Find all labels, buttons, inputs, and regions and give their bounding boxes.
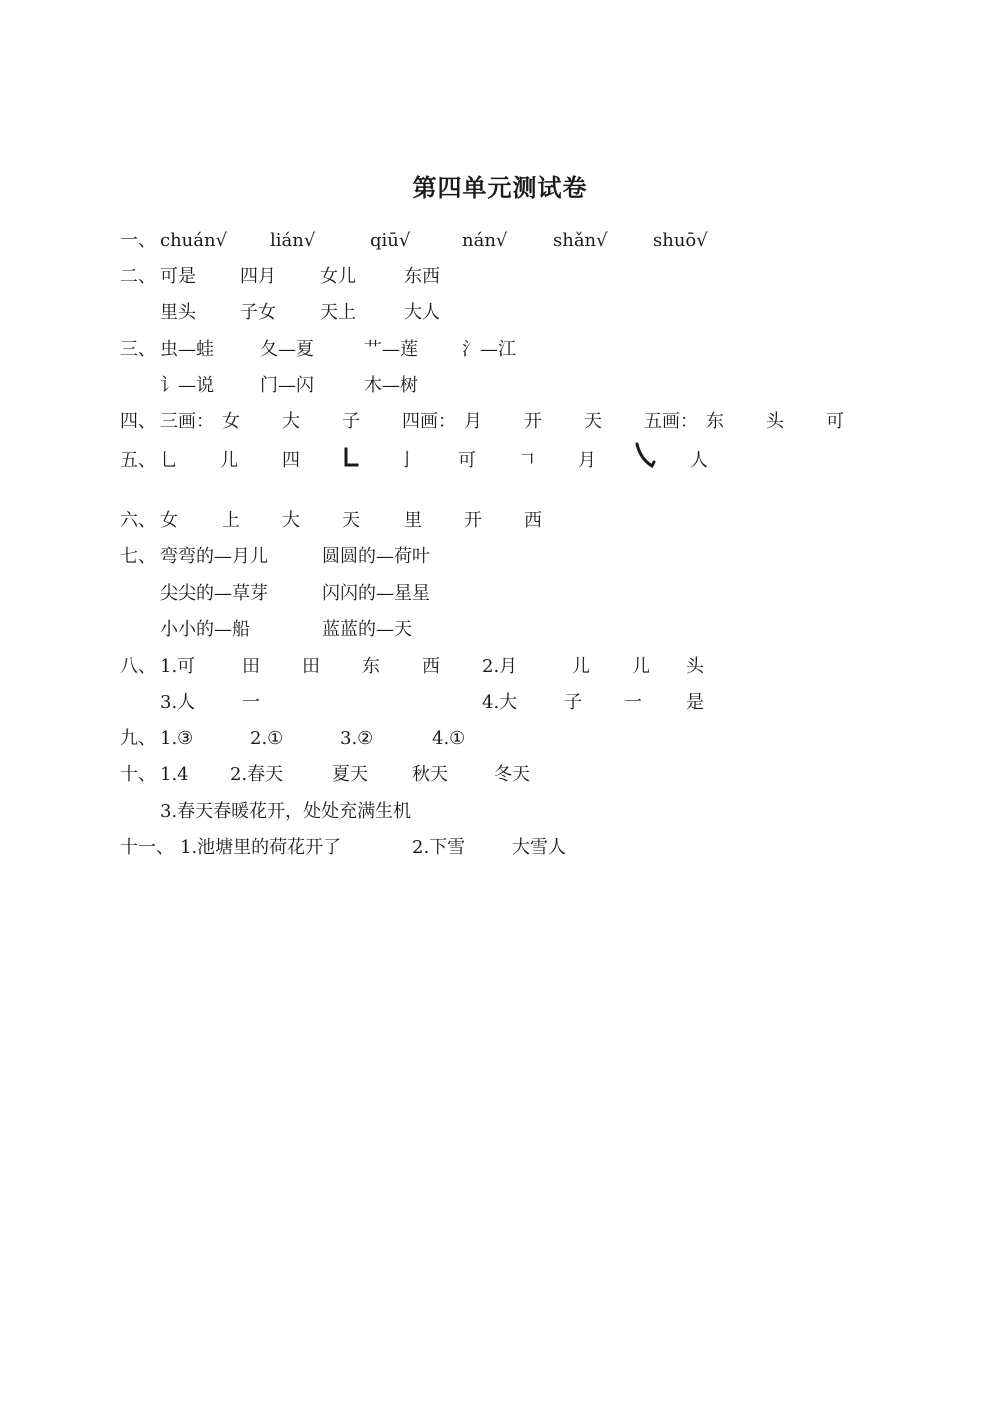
word-answer: 四月 [240, 266, 276, 287]
phrase-answer: 尖尖的—草芽 [160, 583, 268, 604]
stroke-glyph: 𠃍 [518, 450, 536, 471]
char-answer: 开 [524, 411, 542, 432]
word-answer: 天上 [320, 302, 356, 323]
char-answer: 4.大 [482, 692, 518, 713]
radical-answer: 门—闪 [260, 375, 314, 396]
answer-text: 秋天 [412, 764, 448, 785]
slant-hook-stroke-icon [634, 441, 656, 471]
char-answer: 大 [282, 411, 300, 432]
char-answer: 可 [826, 411, 844, 432]
radical-answer: 艹—莲 [364, 339, 418, 360]
page-title: 第四单元测试卷 [412, 174, 588, 202]
char-answer: 田 [242, 656, 260, 677]
answer-text: 2.下雪 [412, 837, 466, 858]
answer-text: 夏天 [332, 764, 368, 785]
char-answer: 3.人 [160, 692, 196, 713]
word-answer: 里头 [160, 302, 196, 323]
answer-text: 冬天 [494, 764, 530, 785]
char-answer: 天 [584, 411, 602, 432]
word-answer: 子女 [240, 302, 276, 323]
section-10-label: 十、 [120, 764, 156, 785]
word-answer: 东西 [404, 266, 440, 287]
char-answer: 大 [282, 510, 300, 531]
word-answer: 女儿 [320, 266, 356, 287]
word-answer: 大人 [404, 302, 440, 323]
answer-text: 2.春天 [230, 764, 284, 785]
section-9-label: 九、 [120, 728, 156, 749]
char-answer: 里 [404, 510, 422, 531]
pinyin-answer: chuán√ [160, 230, 228, 251]
pinyin-answer: nán√ [462, 230, 508, 251]
char-answer: 四 [282, 450, 300, 471]
phrase-answer: 圆圆的—荷叶 [322, 546, 430, 567]
char-answer: 西 [524, 510, 542, 531]
phrase-answer: 小小的—船 [160, 619, 250, 640]
char-answer: 田 [302, 656, 320, 677]
pinyin-answer: shuō√ [653, 230, 708, 251]
phrase-answer: 闪闪的—星星 [322, 583, 430, 604]
section-7-label: 七、 [120, 546, 156, 567]
vertical-hook-stroke-icon [342, 446, 360, 470]
char-answer: 2.月 [482, 656, 518, 677]
answer-text: 3.春天春暖花开，处处充满生机 [160, 801, 412, 822]
char-answer: 儿 [220, 450, 238, 471]
char-answer: 是 [686, 692, 704, 713]
radical-answer: 虫—蛙 [160, 339, 214, 360]
section-4-label: 四、 [120, 411, 156, 432]
char-answer: 东 [362, 656, 380, 677]
answer-text: 1.4 [160, 764, 189, 785]
answer-text: 大雪人 [512, 837, 566, 858]
char-answer: 儿 [632, 656, 650, 677]
section-11-label: 十一、 [120, 837, 174, 858]
pinyin-answer: qiū√ [370, 230, 411, 251]
char-answer: 可 [458, 450, 476, 471]
choice-answer: 3.② [340, 728, 374, 749]
char-answer: 上 [222, 510, 240, 531]
word-answer: 可是 [160, 266, 196, 287]
char-answer: 女 [160, 510, 178, 531]
choice-answer: 4.① [432, 728, 466, 749]
char-answer: 1.可 [160, 656, 196, 677]
section-5-label: 五、 [120, 450, 156, 471]
pinyin-answer: lián√ [270, 230, 316, 251]
char-answer: 人 [690, 450, 708, 471]
radical-answer: 讠—说 [160, 375, 214, 396]
radical-answer: 木—树 [364, 375, 418, 396]
stroke-glyph: 亅 [398, 450, 416, 471]
char-answer: 一 [624, 692, 642, 713]
choice-answer: 1.③ [160, 728, 194, 749]
answer-text: 1.池塘里的荷花开了 [180, 837, 342, 858]
char-answer: 头 [766, 411, 784, 432]
pinyin-answer: shǎn√ [553, 230, 608, 251]
section-1-label: 一、 [120, 230, 156, 251]
char-answer: 开 [464, 510, 482, 531]
char-answer: 子 [564, 692, 582, 713]
char-answer: 一 [242, 692, 260, 713]
char-answer: 东 [706, 411, 724, 432]
char-answer: 儿 [572, 656, 590, 677]
stroke-count-label: 五画： [644, 411, 698, 432]
phrase-answer: 弯弯的—月儿 [160, 546, 268, 567]
char-answer: 西 [422, 656, 440, 677]
char-answer: 子 [342, 411, 360, 432]
choice-answer: 2.① [250, 728, 284, 749]
stroke-count-label: 三画： [160, 411, 214, 432]
char-answer: 月 [578, 450, 596, 471]
stroke-glyph: ⺃ [160, 450, 178, 471]
section-8-label: 八、 [120, 656, 156, 677]
char-answer: 头 [686, 656, 704, 677]
stroke-count-label: 四画： [402, 411, 456, 432]
char-answer: 天 [342, 510, 360, 531]
section-6-label: 六、 [120, 510, 156, 531]
radical-answer: 夂—夏 [260, 339, 314, 360]
section-3-label: 三、 [120, 339, 156, 360]
radical-answer: 氵—江 [462, 339, 516, 360]
char-answer: 月 [464, 411, 482, 432]
char-answer: 女 [222, 411, 240, 432]
section-2-label: 二、 [120, 266, 156, 287]
phrase-answer: 蓝蓝的—天 [322, 619, 412, 640]
